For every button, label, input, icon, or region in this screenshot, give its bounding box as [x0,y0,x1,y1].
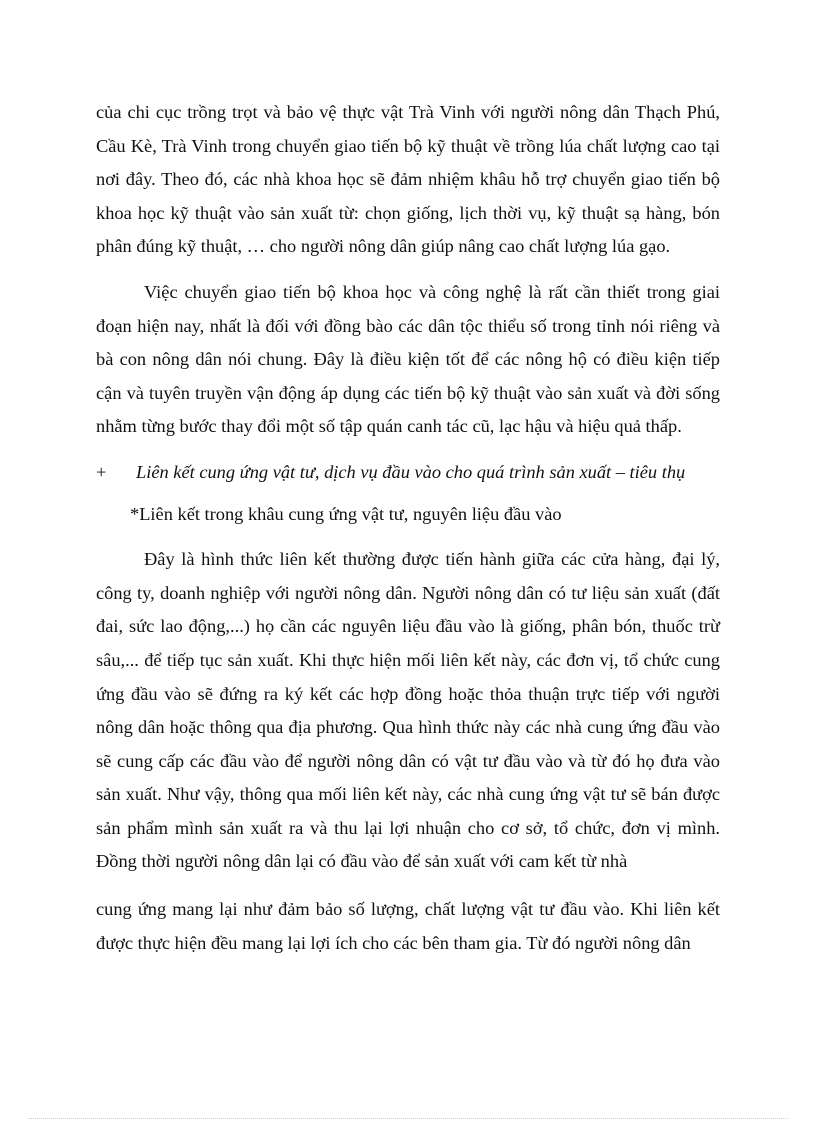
paragraph-4: cung ứng mang lại như đảm bảo số lượng, chất lượng vật tư đầu vào. Khi liên kết được thực hiện đều mang lại lợi ích cho các bên tham gia. Từ đó người nông dân [96,899,720,953]
bullet-text: Liên kết cung ứng vật tư, dịch vụ đầu vào cho quá trình sản xuất – tiêu thụ [136,461,686,482]
paragraph-3: Đây là hình thức liên kết thường được tiến hành giữa các cửa hàng, đại lý, công ty, doanh nghiệp với người nông dân. Người nông dân có tư liệu sản xuất (đất đai, sức lao động,...) họ cần các nguyên liệu đầu vào là giống, phân bón, thuốc trừ sâu,... để tiếp tục sản xuất. Khi thực hiện mối liên kết này, các đơn vị, tổ chức cung ứng đầu vào sẽ đứng ra ký kết các hợp đồng hoặc thỏa thuận trực tiếp với người nông dân hoặc thông qua địa phương. Qua hình thức này các nhà cung ứng đầu vào sẽ cung cấp các đầu vào để người nông dân có vật tư đầu vào và từ đó họ đưa vào sản xuất. Như vậy, thông qua mối liên kết này, các nhà cung ứng vật tư sẽ bán được sản phẩm mình sản xuất ra và thu lại lợi nhuận cho cơ sở, tổ chức, đơn vị mình. Đồng thời người nông dân lại có đầu vào để sản xuất với cam kết từ nhà [96,549,720,872]
bullet-marker: + [96,461,107,482]
paragraph-1: của chi cục trồng trọt và bảo vệ thực vật Trà Vinh với người nông dân Thạch Phú, Cầu Kè, Trà Vinh trong chuyển giao tiến bộ kỹ thuật về trồng lúa chất lượng cao tại nơi đây. Theo đó, các nhà khoa học sẽ đảm nhiệm khâu hỗ trợ chuyển giao tiến bộ khoa học kỹ thuật vào sản xuất từ: chọn giống, lịch thời vụ, kỹ thuật sạ hàng, bón phân đúng kỹ thuật, … cho người nông dân giúp nâng cao chất lượng lúa gạo. [96,102,720,257]
document-page [96,96,720,960]
paragraph-2: Việc chuyển giao tiến bộ khoa học và công nghệ là rất cần thiết trong giai đoạn hiện nay, nhất là đối với đồng bào các dân tộc thiểu số trong tỉnh nói riêng và bà con nông dân nói chung. Đây là điều kiện tốt để các nông hộ có điều kiện tiếp cận và tuyên truyền vận động áp dụng các tiến bộ kỹ thuật vào sản xuất và đời sống nhằm từng bước thay đổi một số tập quán canh tác cũ, lạc hậu và hiệu quả thấp. [96,281,720,437]
bullet-item [96,456,720,490]
subheading: *Liên kết trong khâu cung ứng vật tư, nguyên liệu đầu vào [130,503,562,524]
page-bottom-border [28,1118,788,1119]
